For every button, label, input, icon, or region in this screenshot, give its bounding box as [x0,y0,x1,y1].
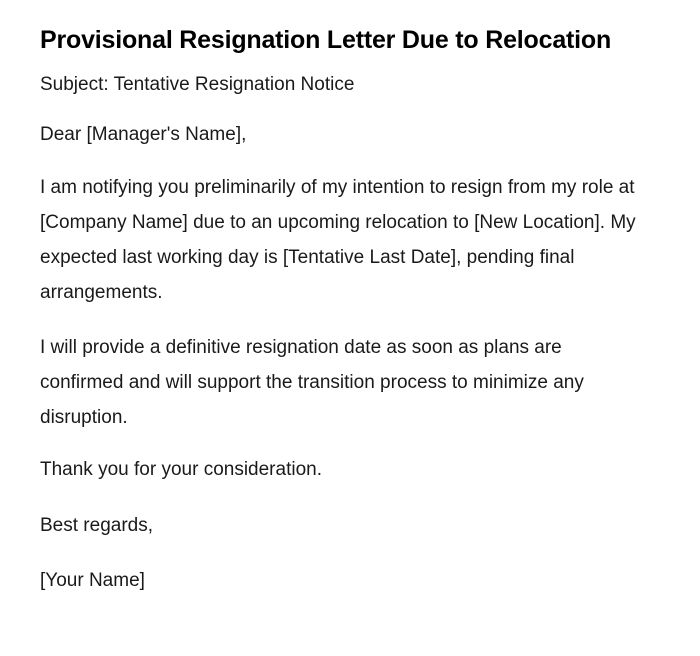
signature-placeholder: [Your Name] [40,570,145,591]
closing-line: Best regards, [40,515,153,536]
salutation: Dear [Manager's Name], [40,124,247,145]
body-paragraph-1: I am notifying you preliminarily of my intention to resign from my role at [Company Name] due to an upcoming relocation to [New Location]. My expected last working day is [Tentative Last Date], pending final arrangements. [40,177,636,303]
thanks-line: Thank you for your consideration. [40,459,322,480]
letter-document [40,24,650,596]
body-paragraph-2: I will provide a definitive resignation date as soon as plans are confirmed and will support the transition process to minimize any disruption. [40,337,584,428]
subject-line: Subject: Tentative Resignation Notice [40,74,355,95]
document-title: Provisional Resignation Letter Due to Relocation [40,26,612,54]
